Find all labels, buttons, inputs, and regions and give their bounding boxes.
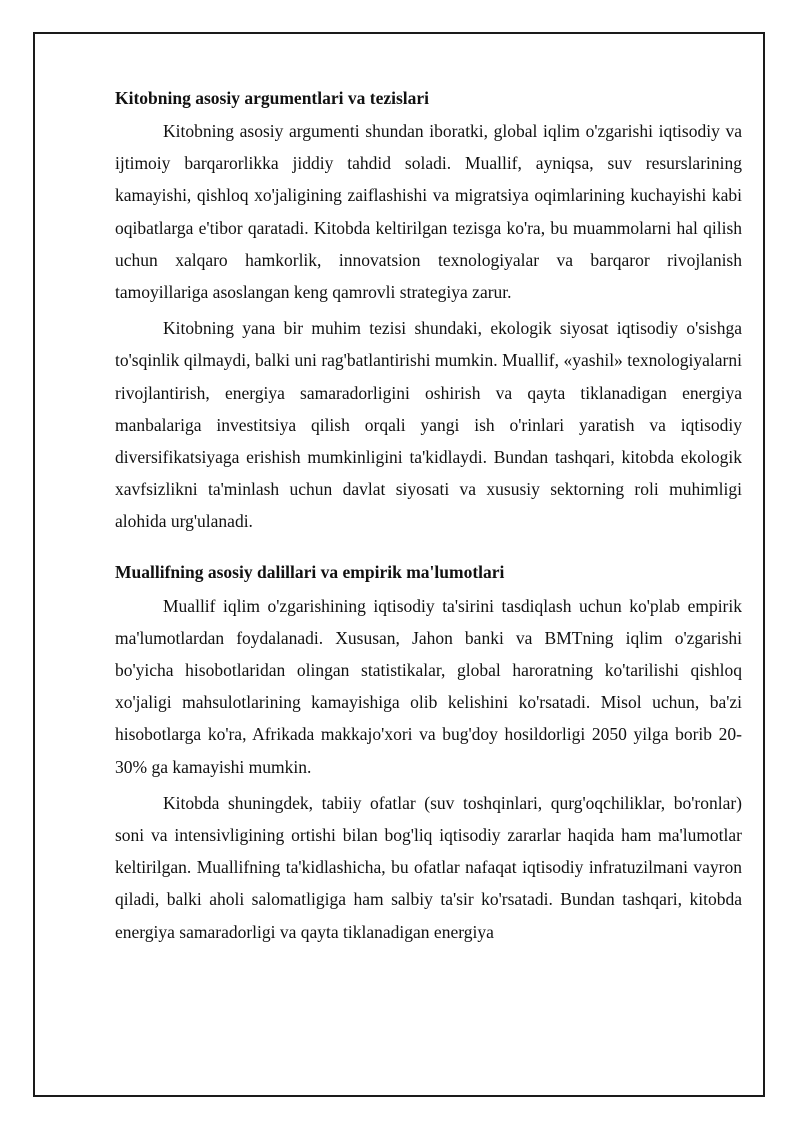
- paragraph: Muallif iqlim o'zgarishining iqtisodiy ta'sirini tasdiqlash uchun ko'plab empirik ma'lumotlardan foydalanadi. Xususan, Jahon banki va BMTning iqlim o'zgarishi bo'yicha hisobotlaridan olingan statistikalar, global haroratning ko'tarilishi qishloq xo'jaligi mahsulotlarining kamayishiga olib kelishini ko'rsatadi. Misol uchun, ba'zi hisobotlarga ko'ra, Afrikada makkajo'xori va bug'doy hosildorligi 2050 yilga borib 20-30% ga kamayishi mumkin.: [115, 595, 742, 777]
- paragraph: Kitobning asosiy argumenti shundan iboratki, global iqlim o'zgarishi iqtisodiy va ijtimoiy barqarorlikka jiddiy tahdid soladi. Muallif, ayniqsa, suv resurslarining kamayishi, qishloq xo'jaligining zaiflashishi va migratsiya oqimlarining kuchayishi kabi oqibatlarga e'tibor qaratadi. Kitobda keltirilgan tezisga ko'ra, bu muammolarni hal qilish uchun xalqaro hamkorlik, innovatsion texnologiyalar va barqaror rivojlanish tamoyillariga asoslangan keng qamrovli strategiya zarur.: [115, 121, 742, 303]
- section-heading: Kitobning asosiy argumentlari va tezislari: [115, 88, 430, 108]
- paragraph: Kitobning yana bir muhim tezisi shundaki, ekologik siyosat iqtisodiy o'sishga to'sqinlik qilmaydi, balki uni rag'batlantirishi mumkin. Muallif, «yashil» texnologiyalarni rivojlantirish, energiya samaradorligini oshirish va qayta tiklanadigan energiya manbalariga investitsiya qilish orqali yangi ish o'rinlari yaratish va iqtisodiy diversifikatsiyaga erishish mumkinligini ta'kidlaydi. Bundan tashqari, kitobda ekologik xavfsizlikni ta'minlash uchun davlat siyosati va xususiy sektorning roli muhimligi alohida urg'ulanadi.: [115, 318, 742, 532]
- section-heading: Muallifning asosiy dalillari va empirik ma'lumotlari: [115, 561, 505, 582]
- paragraph: Kitobda shuningdek, tabiiy ofatlar (suv toshqinlari, qurg'oqchiliklar, bo'ronlar) soni va intensivligining ortishi bilan bog'liq iqtisodiy zararlar haqida ham ma'lumotlar keltirilgan. Muallifning ta'kidlashicha, bu ofatlar nafaqat iqtisodiy infratuzilmani vayron qiladi, balki aholi salomatligiga ham salbiy ta'sir ko'rsatadi. Bundan tashqari, kitobda energiya samaradorligi va qayta tiklanadigan energiya: [115, 792, 742, 942]
- document-body: [115, 86, 742, 952]
